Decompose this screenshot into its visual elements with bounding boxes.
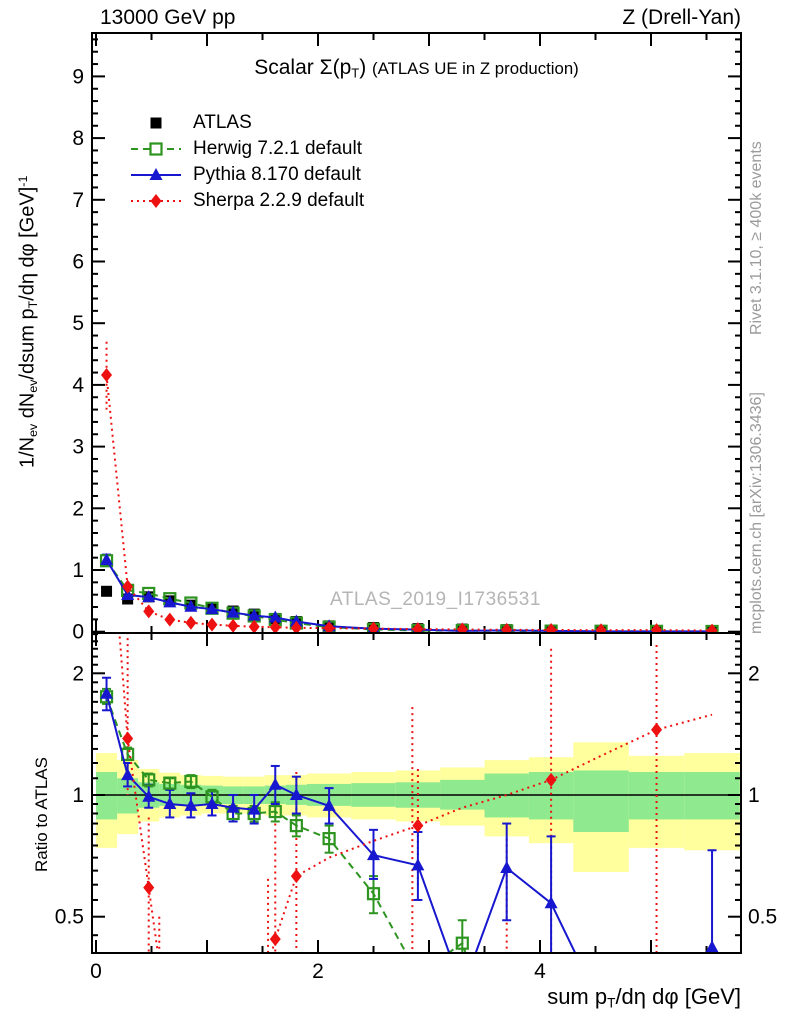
beam-energy-label: 13000 GeV pp xyxy=(100,6,236,29)
data-point xyxy=(101,368,112,382)
svg-text:0.5: 0.5 xyxy=(748,905,778,929)
svg-text:0: 0 xyxy=(72,620,84,644)
sherpa-marker xyxy=(151,194,162,208)
svg-text:2: 2 xyxy=(312,960,324,983)
legend-label-herwig: Herwig 7.2.1 default xyxy=(193,138,362,159)
legend-item-atlas xyxy=(130,110,364,136)
data-point xyxy=(500,861,513,873)
data-point xyxy=(101,586,112,597)
svg-text:2: 2 xyxy=(72,662,84,686)
rivet-version-note: Rivet 3.1.10, ≥ 400k events xyxy=(748,141,765,335)
data-point xyxy=(412,969,423,980)
svg-text:1: 1 xyxy=(72,559,84,582)
data-point xyxy=(291,869,302,883)
svg-text:3: 3 xyxy=(72,435,84,459)
svg-text:2: 2 xyxy=(748,662,760,686)
mcplots-reference-note: mcplots.cern.ch [arXiv:1306.3436] xyxy=(748,392,765,634)
series-herwig-ratio xyxy=(101,691,512,1024)
data-point xyxy=(143,604,154,618)
y-axis-title: 1/Nev dNev/dsum pT/dη dφ [GeV]$^{-1}$ xyxy=(16,175,40,468)
sherpa-legend-marker-icon xyxy=(130,193,182,209)
atlas-marker xyxy=(151,118,162,129)
legend-item-herwig xyxy=(130,136,364,162)
analysis-watermark: ATLAS_2019_I1736531 xyxy=(330,589,541,610)
legend-label-atlas: ATLAS xyxy=(193,112,252,133)
atlas-legend-marker-icon xyxy=(130,115,182,131)
data-point xyxy=(206,618,217,632)
series-sherpa-ratio xyxy=(107,469,713,1024)
data-point xyxy=(164,613,175,627)
legend-label-sherpa: Sherpa 2.2.9 default xyxy=(193,190,365,211)
data-point xyxy=(185,616,196,630)
data-point xyxy=(270,932,281,946)
svg-text:0.5: 0.5 xyxy=(54,905,84,929)
plot-title: Scalar Σ(pT) (ATLAS UE in Z production) xyxy=(254,56,579,81)
band-green xyxy=(573,770,629,832)
legend xyxy=(130,110,364,214)
pythia-legend-marker-icon xyxy=(130,167,182,183)
svg-text:5: 5 xyxy=(72,312,84,336)
herwig-legend-marker-icon xyxy=(130,141,182,157)
x-axis-title: sum pT/dη dφ [GeV] xyxy=(547,984,741,1011)
svg-text:4: 4 xyxy=(534,960,546,983)
svg-text:0: 0 xyxy=(90,960,102,983)
svg-text:9: 9 xyxy=(72,65,84,89)
process-label: Z (Drell-Yan) xyxy=(622,6,741,29)
legend-item-pythia xyxy=(130,162,364,188)
data-point xyxy=(143,881,154,895)
ratio-axis-title: Ratio to ATLAS xyxy=(32,757,51,872)
data-point xyxy=(545,896,558,908)
svg-text:6: 6 xyxy=(72,250,84,274)
svg-text:1: 1 xyxy=(748,784,760,807)
svg-text:4: 4 xyxy=(72,373,84,397)
svg-text:1: 1 xyxy=(72,784,84,807)
svg-text:2: 2 xyxy=(72,497,84,521)
data-point xyxy=(651,723,662,737)
svg-text:7: 7 xyxy=(72,188,84,212)
svg-text:8: 8 xyxy=(72,127,84,151)
legend-item-sherpa xyxy=(130,188,364,214)
data-point xyxy=(228,619,239,633)
herwig-marker xyxy=(151,144,162,155)
legend-label-pythia: Pythia 8.170 default xyxy=(193,164,361,185)
errorbars-herwig xyxy=(102,689,467,970)
